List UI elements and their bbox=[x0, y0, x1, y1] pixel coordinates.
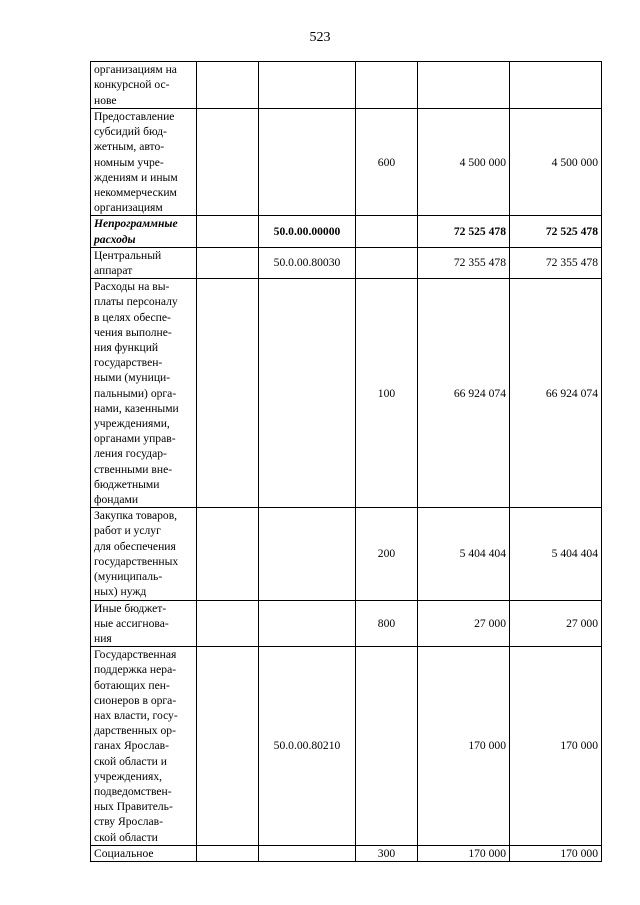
table-row bbox=[91, 247, 602, 278]
target-code-cell bbox=[259, 62, 356, 109]
expense-name-line: Центральный bbox=[94, 248, 162, 262]
expense-name-line: ской области bbox=[94, 830, 158, 844]
expense-name-line: Предоставление bbox=[94, 110, 175, 123]
expense-name-line: ской области и bbox=[94, 754, 167, 768]
amount-cell: 27 000 bbox=[418, 600, 510, 647]
expense-name-cell bbox=[91, 845, 197, 861]
expense-name-line: государственных bbox=[94, 554, 179, 568]
target-code-cell bbox=[259, 279, 356, 508]
expense-type-cell bbox=[356, 216, 418, 247]
expense-name-line: дарственных ор- bbox=[94, 724, 176, 738]
target-code-cell bbox=[259, 600, 356, 647]
expense-name-line: (муниципаль- bbox=[94, 570, 163, 584]
expense-type-cell: 600 bbox=[356, 109, 418, 216]
expense-name-line: ганах Ярослав- bbox=[94, 739, 169, 753]
expense-name-cell bbox=[91, 600, 197, 647]
expense-name-line: Иные бюджет- bbox=[94, 601, 167, 615]
amount-cell bbox=[418, 62, 510, 109]
expense-name-line: ботающих пен- bbox=[94, 678, 170, 692]
empty-cell bbox=[197, 247, 259, 278]
expense-type-cell bbox=[356, 647, 418, 846]
expense-type-cell bbox=[356, 62, 418, 109]
expense-type-cell: 800 bbox=[356, 600, 418, 647]
expense-name-line: номным учре- bbox=[94, 155, 164, 169]
expense-type-cell: 300 bbox=[356, 845, 418, 861]
expense-name-line: ных Правитель- bbox=[94, 800, 173, 814]
expense-type-cell bbox=[356, 247, 418, 278]
empty-cell bbox=[197, 845, 259, 861]
expense-name-line: государствен- bbox=[94, 356, 163, 370]
expense-name-line: ственными вне- bbox=[94, 462, 173, 476]
expense-name-line: бюджетными bbox=[94, 477, 160, 491]
amount-cell: 66 924 074 bbox=[510, 279, 602, 508]
expense-name-line: нах власти, госу- bbox=[94, 708, 178, 722]
empty-cell bbox=[197, 647, 259, 846]
expense-name-line: организациям bbox=[94, 201, 163, 215]
target-code-cell: 50.0.00.80210 bbox=[259, 647, 356, 846]
amount-cell: 72 525 478 bbox=[510, 216, 602, 247]
expense-name-line: чения выполне- bbox=[94, 325, 172, 339]
expense-type-cell: 100 bbox=[356, 279, 418, 508]
empty-cell bbox=[197, 62, 259, 109]
expense-name-line: органами управ- bbox=[94, 432, 176, 446]
table-row bbox=[91, 279, 602, 508]
expense-name-line: ния bbox=[94, 631, 112, 645]
table-row bbox=[91, 600, 602, 647]
expense-name-line: Социальное bbox=[94, 846, 154, 860]
expense-name-line: ления государ- bbox=[94, 447, 167, 461]
expense-name-line: организациям на bbox=[94, 63, 177, 77]
expense-name-line: субсидий бюд- bbox=[94, 125, 167, 139]
expense-name-cell bbox=[91, 647, 197, 846]
table-row bbox=[91, 62, 602, 109]
expense-name-line: подведомствен- bbox=[94, 784, 172, 798]
amount-cell: 5 404 404 bbox=[418, 508, 510, 600]
table-row bbox=[91, 647, 602, 846]
expense-name-line: платы персоналу bbox=[94, 295, 178, 309]
target-code-cell: 50.0.00.80030 bbox=[259, 247, 356, 278]
expense-name-line: конкурсной ос- bbox=[94, 78, 170, 92]
empty-cell bbox=[197, 216, 259, 247]
empty-cell bbox=[197, 600, 259, 647]
expense-name-line: в целях обеспе- bbox=[94, 310, 171, 324]
expense-name-line: ные ассигнова- bbox=[94, 616, 169, 630]
expense-name-line: учреждениях, bbox=[94, 769, 163, 783]
table-row bbox=[91, 508, 602, 600]
table-row bbox=[91, 216, 602, 247]
expense-name-cell bbox=[91, 247, 197, 278]
expense-name-line: расходы bbox=[94, 232, 136, 246]
target-code-cell bbox=[259, 845, 356, 861]
expense-name-line: некоммерческим bbox=[94, 186, 177, 200]
amount-cell: 170 000 bbox=[510, 647, 602, 846]
expense-name-line: ждениям и иным bbox=[94, 170, 178, 184]
target-code-cell: 50.0.00.00000 bbox=[259, 216, 356, 247]
table-row bbox=[91, 109, 602, 216]
expense-name-line: ными (муници- bbox=[94, 371, 171, 385]
expense-name-line: ству Ярослав- bbox=[94, 815, 164, 829]
expense-type-cell: 200 bbox=[356, 508, 418, 600]
table-row bbox=[91, 845, 602, 861]
target-code-cell bbox=[259, 508, 356, 600]
expense-name-cell bbox=[91, 508, 197, 600]
expense-name-line: работ и услуг bbox=[94, 524, 161, 538]
budget-table-body bbox=[91, 62, 602, 862]
amount-cell: 72 355 478 bbox=[510, 247, 602, 278]
expense-name-line: аппарат bbox=[94, 264, 133, 278]
amount-cell: 27 000 bbox=[510, 600, 602, 647]
expense-name-line: нове bbox=[94, 93, 117, 107]
expense-name-line: Государственная bbox=[94, 648, 177, 662]
expense-name-line: учреждениями, bbox=[94, 417, 170, 431]
target-code-cell bbox=[259, 109, 356, 216]
empty-cell bbox=[197, 279, 259, 508]
expense-name-cell bbox=[91, 216, 197, 247]
expense-name-cell bbox=[91, 62, 197, 109]
expense-name-line: ния функций bbox=[94, 341, 159, 355]
expense-name-line: поддержка нера- bbox=[94, 663, 177, 677]
expense-name-line: ных) нужд bbox=[94, 585, 147, 599]
expense-name-line: пальными) орга- bbox=[94, 386, 177, 400]
expense-name-line: Непрограммные bbox=[94, 217, 178, 231]
expense-name-line: сионеров в орга- bbox=[94, 693, 177, 707]
amount-cell: 66 924 074 bbox=[418, 279, 510, 508]
expense-name-line: нами, казенными bbox=[94, 401, 179, 415]
amount-cell: 170 000 bbox=[510, 845, 602, 861]
amount-cell bbox=[510, 62, 602, 109]
amount-cell: 5 404 404 bbox=[510, 508, 602, 600]
expense-name-line: Расходы на вы- bbox=[94, 280, 170, 294]
expense-name-line: Закупка товаров, bbox=[94, 509, 178, 523]
empty-cell bbox=[197, 109, 259, 216]
amount-cell: 170 000 bbox=[418, 647, 510, 846]
amount-cell: 4 500 000 bbox=[418, 109, 510, 216]
expense-name-line: для обеспечения bbox=[94, 539, 176, 553]
amount-cell: 72 355 478 bbox=[418, 247, 510, 278]
budget-table bbox=[90, 61, 602, 862]
expense-name-cell bbox=[91, 109, 197, 216]
expense-name-line: жетным, авто- bbox=[94, 140, 165, 154]
expense-name-cell bbox=[91, 279, 197, 508]
page-number: 523 bbox=[309, 30, 331, 45]
amount-cell: 72 525 478 bbox=[418, 216, 510, 247]
amount-cell: 4 500 000 bbox=[510, 109, 602, 216]
empty-cell bbox=[197, 508, 259, 600]
expense-name-line: фондами bbox=[94, 493, 139, 507]
amount-cell: 170 000 bbox=[418, 845, 510, 861]
